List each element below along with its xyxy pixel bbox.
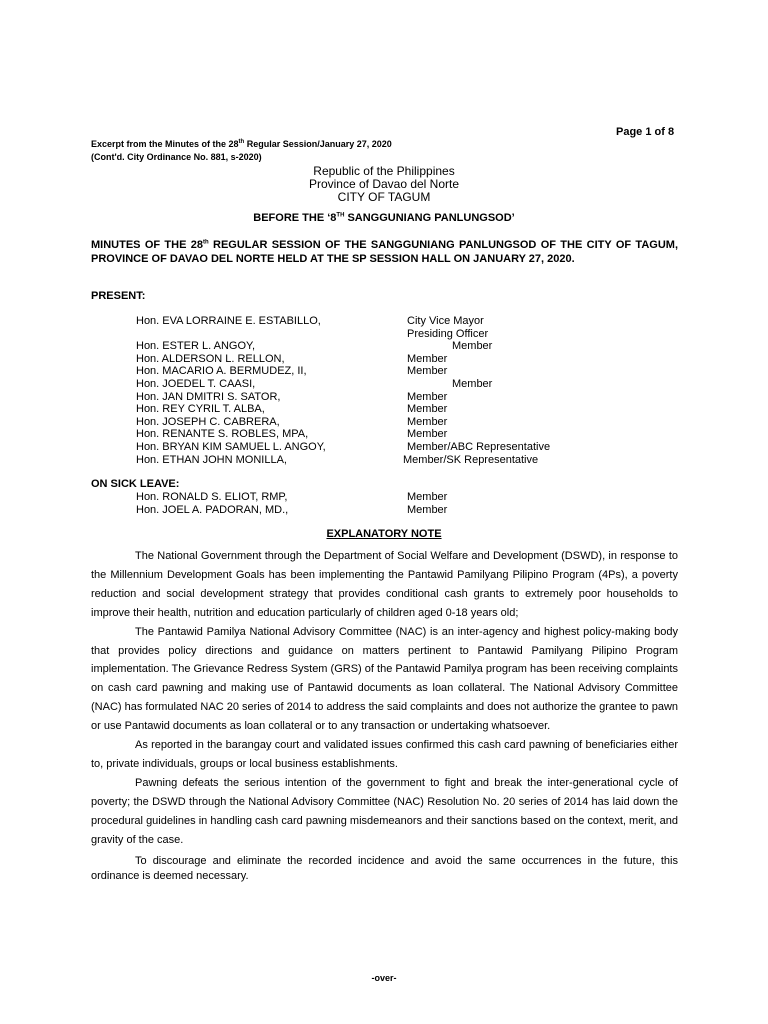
member-name: Hon. RONALD S. ELIOT, RMP, xyxy=(136,491,288,503)
member-name: Hon. JAN DMITRI S. SATOR, xyxy=(136,390,281,403)
paragraph: The Pantawid Pamilya National Advisory Committee (NAC) is an inter-agency and highest policy-making body that provides policy directions and guidance on matters pertinent to Pantawid Pamilyang Pilipino Program implementation. The Grievance Redress System (GRS) of the Pantawid Pamilya program has been receiving complaints on cash card pawning and making use of Pantawid documents as loan collateral. The National Advisory Committee (NAC) has formulated NAC 20 series of 2014 to address the said complaints and does not authorize the grantee to pawn or use Pantawid documents as loan collateral or to any transaction or undertaking whatsoever. xyxy=(91,625,679,733)
paragraph: The National Government through the Department of Social Welfare and Development (DSWD), in response to the Millennium Development Goals has been implementing the Pantawid Pamilyang Pilipino Program (4Ps), a poverty reduction and social development strategy that provides conditional cash grants to extremely poor households to improve their health, nutrition and education particularly of children aged 0-18 years old; xyxy=(91,550,678,619)
member-name: Hon. ETHAN JOHN MONILLA, xyxy=(136,453,287,466)
minutes-text: REGULAR SESSION OF THE SANGGUNIANG PANLUNGSOD OF THE CITY OF TAGUM, PROVINCE OF DAVAO DEL NORTE HELD AT THE SP SESSION HALL ON JANUARY 27, 2020. xyxy=(91,239,678,265)
before-text: SANGGUNIANG PANLUNGSOD’ xyxy=(344,212,515,224)
present-label: PRESENT: xyxy=(91,290,146,302)
member-role: Member/SK Representative xyxy=(403,453,539,466)
member-role: Member xyxy=(407,352,448,365)
member-role: Member xyxy=(407,491,448,503)
paragraph: To discourage and eliminate the recorded incidence and avoid the same occurrences in the future, this ordinance is deemed necessary. xyxy=(91,854,678,882)
explanatory-note-title xyxy=(0,528,768,540)
minutes-title xyxy=(91,238,678,266)
member-name: Hon. REY CYRIL T. ALBA, xyxy=(136,403,265,416)
excerpt-line-1 xyxy=(91,139,392,149)
member-role: Presiding Officer xyxy=(407,327,489,340)
explanatory-note-text: EXPLANATORY NOTE xyxy=(326,528,442,540)
before-sup: TH xyxy=(336,212,345,219)
member-name: Hon. EVA LORRAINE E. ESTABILLO, xyxy=(136,315,321,327)
excerpt-text: Excerpt from the Minutes of the 28 xyxy=(91,139,239,149)
member-role: Member xyxy=(407,428,448,441)
excerpt-line-2: (Cont'd. City Ordinance No. 881, s-2020) xyxy=(91,152,262,162)
minutes-sup: th xyxy=(203,239,209,246)
minutes-text: MINUTES OF THE 28 xyxy=(91,239,204,251)
sick-leave-label: ON SICK LEAVE: xyxy=(91,478,180,490)
member-name: Hon. ALDERSON L. RELLON, xyxy=(136,352,285,365)
member-name: Hon. JOEDEL T. CAASI, xyxy=(136,378,256,390)
explanatory-body xyxy=(91,547,678,884)
member-role: Member xyxy=(452,340,493,353)
member-name: Hon. JOSEPH C. CABRERA, xyxy=(136,415,280,428)
paragraph: As reported in the barangay court and validated issues confirmed this cash card pawning of beneficiaries either to, private individuals, groups or local business establishments. xyxy=(91,739,678,770)
excerpt-sup: th xyxy=(238,139,245,145)
member-name: Hon. MACARIO A. BERMUDEZ, II, xyxy=(136,365,307,378)
member-name: Hon. BRYAN KIM SAMUEL L. ANGOY, xyxy=(136,441,326,453)
member-role: City Vice Mayor xyxy=(407,315,484,327)
member-role: Member xyxy=(407,415,448,428)
member-name: Hon. RENANTE S. ROBLES, MPA, xyxy=(136,428,309,441)
member-role: Member xyxy=(407,390,448,403)
member-role: Member xyxy=(452,378,493,390)
page-number: Page 1 of 8 xyxy=(616,126,675,138)
excerpt-text: Regular Session/January 27, 2020 xyxy=(244,139,392,149)
member-role: Member/ABC Representative xyxy=(407,441,551,453)
page-footer: -over- xyxy=(371,973,397,983)
header-republic: Republic of the Philippines xyxy=(313,164,455,178)
before-title xyxy=(0,212,768,224)
member-name: Hon. ESTER L. ANGOY, xyxy=(136,340,256,353)
header-province: Province of Davao del Norte xyxy=(308,177,460,191)
before-text: BEFORE THE ‘8 xyxy=(253,212,337,224)
member-role: Member xyxy=(407,504,448,516)
header-city: CITY OF TAGUM xyxy=(337,190,431,204)
member-role: Member xyxy=(407,403,448,416)
member-name: Hon. JOEL A. PADORAN, MD., xyxy=(136,504,289,516)
paragraph: Pawning defeats the serious intention of the government to fight and break the inter-generational cycle of poverty; the DSWD through the National Advisory Committee (NAC) Resolution No. 20 series of 2014 has laid down the procedural guidelines in handling cash card pawning misdemeanors and their sanctions based on the context, merit, and gravity of the case. xyxy=(91,776,678,846)
member-role: Member xyxy=(407,365,448,378)
